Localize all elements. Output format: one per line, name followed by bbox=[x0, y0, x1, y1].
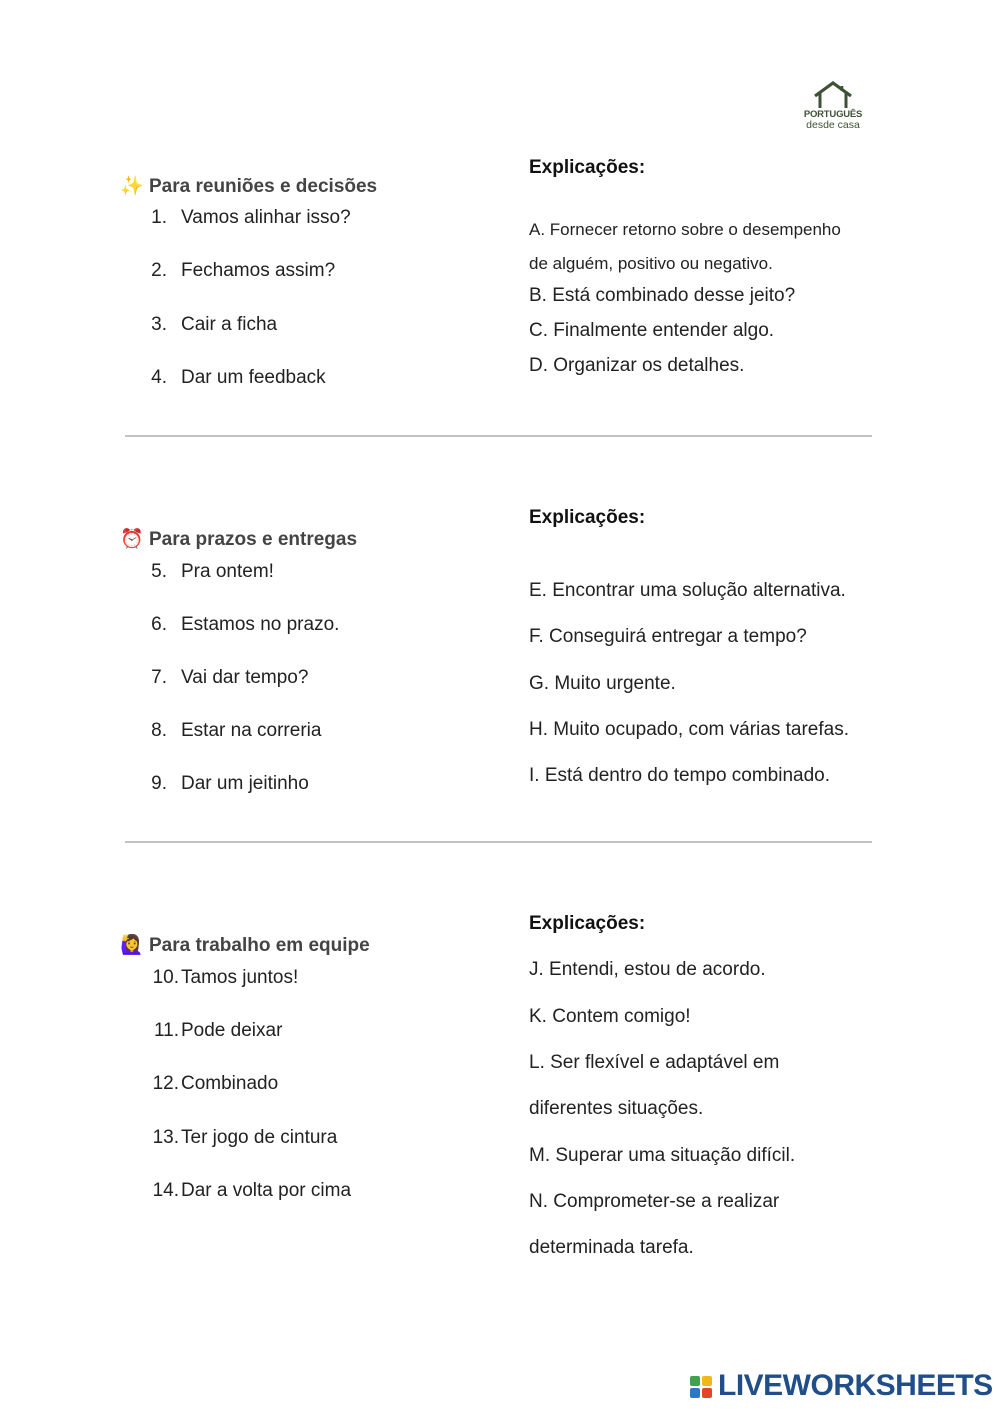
question-number: 6. bbox=[151, 614, 167, 635]
explanation-line: N. Comprometer-se a realizar bbox=[529, 1191, 780, 1212]
explanation-line: L. Ser flexível e adaptável em bbox=[529, 1052, 780, 1073]
explanation-line: F. Conseguirá entregar a tempo? bbox=[529, 626, 807, 647]
house-icon bbox=[811, 80, 855, 110]
question-item bbox=[151, 561, 274, 583]
question-number: 10. bbox=[152, 967, 179, 988]
section-divider bbox=[125, 841, 872, 843]
section-heading-teamwork bbox=[120, 933, 370, 957]
explanation-line bbox=[529, 219, 841, 241]
question-item bbox=[152, 1073, 279, 1095]
question-item bbox=[151, 260, 336, 282]
explanation-line: de alguém, positivo ou negativo. bbox=[529, 254, 773, 273]
explanation-line: D. Organizar os detalhes. bbox=[529, 355, 745, 376]
question-number: 2. bbox=[151, 260, 167, 281]
section-heading-meetings bbox=[120, 174, 377, 198]
question-text: Dar um jeitinho bbox=[181, 773, 309, 794]
explanation-line: I. Está dentro do tempo combinado. bbox=[529, 765, 831, 786]
question-text: Dar a volta por cima bbox=[181, 1180, 352, 1201]
explanation-text: A. Fornecer retorno sobre o desempenho bbox=[529, 220, 841, 239]
explanation-line: B. Está combinado desse jeito? bbox=[529, 285, 796, 306]
section-heading-deadlines bbox=[120, 527, 357, 551]
explanation-line: C. Finalmente entender algo. bbox=[529, 320, 775, 341]
question-text: Ter jogo de cintura bbox=[181, 1127, 338, 1148]
liveworksheets-wordmark: LIVEWORKSHEETS bbox=[718, 1369, 993, 1402]
question-text: Vai dar tempo? bbox=[181, 667, 309, 688]
logo-line-2: desde casa bbox=[806, 119, 860, 131]
explanation-line: H. Muito ocupado, com várias tarefas. bbox=[529, 719, 849, 740]
explanation-line: determinada tarefa. bbox=[529, 1237, 694, 1258]
question-item bbox=[151, 614, 340, 636]
explanation-line: E. Encontrar uma solução alternativa. bbox=[529, 580, 846, 601]
question-item bbox=[151, 667, 309, 689]
question-text: Tamos juntos! bbox=[181, 967, 299, 988]
question-text: Combinado bbox=[181, 1073, 279, 1094]
section-divider bbox=[125, 435, 872, 437]
alarm-clock-icon: ⏰ bbox=[120, 529, 144, 550]
question-text: Dar um feedback bbox=[181, 367, 326, 388]
brand-logo bbox=[795, 80, 871, 136]
question-text: Cair a ficha bbox=[181, 314, 278, 335]
question-item bbox=[152, 967, 299, 989]
question-number: 3. bbox=[151, 314, 167, 335]
question-item bbox=[151, 773, 309, 795]
explanation-line: G. Muito urgente. bbox=[529, 673, 676, 694]
question-text: Estamos no prazo. bbox=[181, 614, 340, 635]
question-text: Estar na correria bbox=[181, 720, 322, 741]
question-text: Pra ontem! bbox=[181, 561, 274, 582]
logo-line-1: PORTUGUÊS bbox=[803, 109, 863, 120]
question-text: Vamos alinhar isso? bbox=[181, 207, 351, 228]
question-number: 1. bbox=[151, 207, 167, 228]
question-number: 9. bbox=[151, 773, 167, 794]
question-number: 4. bbox=[151, 367, 167, 388]
explanations-title: Explicações: bbox=[529, 507, 646, 528]
question-number: 14. bbox=[152, 1180, 179, 1201]
section-heading-text: Para reuniões e decisões bbox=[149, 176, 378, 197]
question-item bbox=[152, 1180, 352, 1202]
question-item bbox=[152, 1127, 338, 1149]
explanation-line: J. Entendi, estou de acordo. bbox=[529, 959, 766, 980]
explanations-title: Explicações: bbox=[529, 913, 646, 934]
section-heading-text: Para trabalho em equipe bbox=[149, 935, 370, 956]
explanation-line: K. Contem comigo! bbox=[529, 1006, 691, 1027]
question-number: 7. bbox=[151, 667, 167, 688]
question-item bbox=[151, 367, 326, 389]
question-number: 13. bbox=[152, 1127, 179, 1148]
question-number: 8. bbox=[151, 720, 167, 741]
question-item bbox=[151, 207, 351, 229]
liveworksheets-blocks-icon bbox=[690, 1376, 714, 1400]
question-item bbox=[151, 720, 322, 742]
explanations-title: Explicações: bbox=[529, 157, 646, 178]
explanation-line: M. Superar uma situação difícil. bbox=[529, 1145, 796, 1166]
question-number: 11. bbox=[153, 1020, 179, 1041]
question-number: 5. bbox=[151, 561, 167, 582]
question-text: Fechamos assim? bbox=[181, 260, 336, 281]
sparkles-icon: ✨ bbox=[120, 176, 144, 197]
section-heading-text: Para prazos e entregas bbox=[149, 529, 358, 550]
question-item bbox=[151, 314, 278, 336]
question-text: Pode deixar bbox=[181, 1020, 283, 1041]
question-item bbox=[153, 1020, 283, 1042]
explanation-line: diferentes situações. bbox=[529, 1098, 704, 1119]
raising-hand-icon: 🙋‍♀️ bbox=[120, 935, 144, 956]
question-number: 12. bbox=[152, 1073, 179, 1094]
